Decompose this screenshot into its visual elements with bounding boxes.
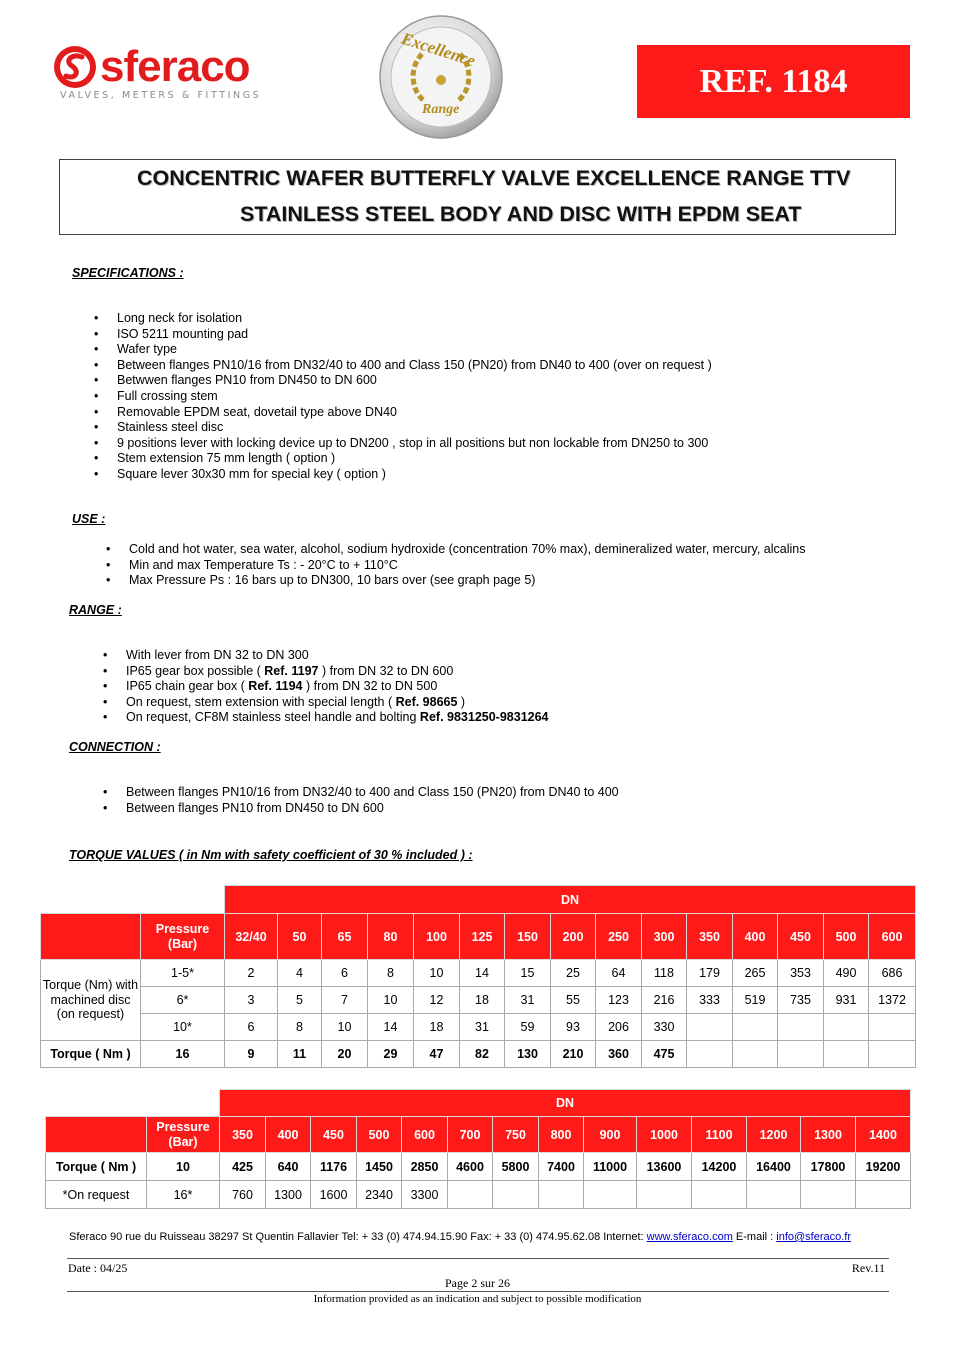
table-cell: 5 bbox=[278, 987, 322, 1014]
dn-column-header: 65 bbox=[322, 914, 368, 960]
table-cell: 425 bbox=[220, 1153, 266, 1181]
dn-column-header: 400 bbox=[733, 914, 778, 960]
website-link[interactable]: www.sferaco.com bbox=[646, 1231, 733, 1243]
table-cell: 4600 bbox=[448, 1153, 493, 1181]
use-list bbox=[129, 542, 806, 589]
table-cell: 64 bbox=[596, 960, 642, 987]
list-item: • Wafer type bbox=[117, 342, 712, 358]
table-cell bbox=[733, 1041, 778, 1068]
pressure-cell: 10* bbox=[141, 1014, 225, 1041]
table-cell bbox=[747, 1181, 801, 1209]
dn-column-header: 200 bbox=[551, 914, 596, 960]
table-cell bbox=[778, 1041, 824, 1068]
table-cell: 1176 bbox=[311, 1153, 357, 1181]
table-cell: 13600 bbox=[637, 1153, 692, 1181]
table-cell: 10 bbox=[322, 1014, 368, 1041]
footer-revision: Rev.11 bbox=[851, 1261, 885, 1275]
table-cell: 19200 bbox=[856, 1153, 911, 1181]
table-cell: 360 bbox=[596, 1041, 642, 1068]
dn-column-header: 80 bbox=[368, 914, 414, 960]
table-cell bbox=[856, 1181, 911, 1209]
reference-number: REF. 1184 bbox=[699, 62, 848, 100]
specifications-heading: SPECIFICATIONS : bbox=[72, 266, 184, 280]
page-number: Page 2 sur 26 bbox=[445, 1276, 510, 1290]
table-cell bbox=[869, 1014, 916, 1041]
dn-column-header: 500 bbox=[357, 1117, 402, 1153]
dn-column-header: 500 bbox=[824, 914, 869, 960]
footer-address bbox=[69, 1231, 851, 1243]
table-cell: 9 bbox=[225, 1041, 278, 1068]
torque-row bbox=[41, 1041, 916, 1068]
dn-column-header: 1000 bbox=[637, 1117, 692, 1153]
table-cell: 179 bbox=[687, 960, 733, 987]
table-cell bbox=[824, 1041, 869, 1068]
list-item: • Between flanges PN10/16 from DN32/40 to 400 and Class 150 (PN20) from DN40 to 400 (over on request ) bbox=[117, 358, 712, 374]
reference-box bbox=[637, 45, 910, 118]
table-cell: 14200 bbox=[692, 1153, 747, 1181]
table-cell bbox=[801, 1181, 856, 1209]
badge-bottom-text: Range bbox=[422, 102, 460, 117]
table-cell: 6 bbox=[225, 1014, 278, 1041]
table-cell: 59 bbox=[505, 1014, 551, 1041]
use-heading: USE : bbox=[72, 512, 106, 526]
range-list bbox=[126, 648, 549, 726]
table-cell: 8 bbox=[278, 1014, 322, 1041]
pressure-cell: 16 bbox=[141, 1041, 225, 1068]
table-cell: 14 bbox=[460, 960, 505, 987]
dn-column-header: 800 bbox=[539, 1117, 584, 1153]
dn-column-header: 750 bbox=[493, 1117, 539, 1153]
footer-date: Date : 04/25 bbox=[68, 1261, 128, 1275]
table-cell bbox=[733, 1014, 778, 1041]
email-link[interactable]: info@sferaco.fr bbox=[776, 1231, 852, 1243]
laurel-medal-icon bbox=[378, 14, 504, 140]
dn-column-header: 32/40 bbox=[225, 914, 278, 960]
table-row bbox=[46, 1181, 911, 1209]
table-cell: 93 bbox=[551, 1014, 596, 1041]
dn-column-header: 1200 bbox=[747, 1117, 801, 1153]
connection-list bbox=[126, 785, 619, 816]
table-cell: 123 bbox=[596, 987, 642, 1014]
range-heading: RANGE : bbox=[69, 603, 122, 617]
table-cell bbox=[687, 1041, 733, 1068]
table-cell: 4 bbox=[278, 960, 322, 987]
torque-table-1 bbox=[40, 885, 916, 1068]
table-cell bbox=[869, 1041, 916, 1068]
torque-table-2 bbox=[45, 1089, 911, 1209]
table-cell: 8 bbox=[368, 960, 414, 987]
pressure-header: Pressure (Bar) bbox=[147, 1117, 220, 1153]
table-cell: 2850 bbox=[402, 1153, 448, 1181]
dn-column-header: 450 bbox=[778, 914, 824, 960]
table-cell bbox=[637, 1181, 692, 1209]
list-item: • Between flanges PN10/16 from DN32/40 to 400 and Class 150 (PN20) from DN40 to 400 bbox=[126, 785, 619, 801]
table-cell: 47 bbox=[414, 1041, 460, 1068]
table-cell: 333 bbox=[687, 987, 733, 1014]
table-cell bbox=[692, 1181, 747, 1209]
connection-heading: CONNECTION : bbox=[69, 740, 161, 754]
table-cell: 330 bbox=[642, 1014, 687, 1041]
list-item: • Long neck for isolation bbox=[117, 311, 712, 327]
list-item: • IP65 gear box possible ( Ref. 1197 ) from DN 32 to DN 600 bbox=[126, 664, 549, 680]
table-cell: 931 bbox=[824, 987, 869, 1014]
list-item: • Max Pressure Ps : 16 bars up to DN300, 10 bars over (see graph page 5) bbox=[129, 573, 806, 589]
dn-column-header: 450 bbox=[311, 1117, 357, 1153]
brand-name: sferaco bbox=[100, 42, 250, 91]
table-cell: 735 bbox=[778, 987, 824, 1014]
sferaco-logo bbox=[52, 42, 267, 104]
table-cell: 17800 bbox=[801, 1153, 856, 1181]
table-cell bbox=[539, 1181, 584, 1209]
list-item: • Square lever 30x30 mm for special key ( option ) bbox=[117, 467, 712, 483]
footer-divider-bottom bbox=[67, 1291, 889, 1292]
table-cell: 18 bbox=[414, 1014, 460, 1041]
table-cell: 210 bbox=[551, 1041, 596, 1068]
dn-column-header: 50 bbox=[278, 914, 322, 960]
table-row bbox=[41, 987, 916, 1014]
table-cell: 2 bbox=[225, 960, 278, 987]
table-cell: 1450 bbox=[357, 1153, 402, 1181]
table-cell: 1600 bbox=[311, 1181, 357, 1209]
table-cell: 1300 bbox=[266, 1181, 311, 1209]
pressure-cell: 16* bbox=[147, 1181, 220, 1209]
dn-column-header: 100 bbox=[414, 914, 460, 960]
list-item: • Full crossing stem bbox=[117, 389, 712, 405]
email-label: E-mail : bbox=[732, 1231, 777, 1243]
table-cell: 216 bbox=[642, 987, 687, 1014]
title-line-2: STAINLESS STEEL BODY AND DISC WITH EPDM SEAT bbox=[240, 202, 802, 226]
list-item: • Between flanges PN10 from DN450 to DN 600 bbox=[126, 801, 619, 817]
table-cell: 31 bbox=[505, 987, 551, 1014]
list-item: • With lever from DN 32 to DN 300 bbox=[126, 648, 549, 664]
dn-column-header: 900 bbox=[584, 1117, 637, 1153]
table-cell: 11000 bbox=[584, 1153, 637, 1181]
table-cell: 11 bbox=[278, 1041, 322, 1068]
torque-heading: TORQUE VALUES ( in Nm with safety coefficient of 30 % included ) : bbox=[69, 848, 473, 862]
row-label: Torque ( Nm ) bbox=[46, 1153, 147, 1181]
table-cell: 18 bbox=[460, 987, 505, 1014]
table-cell: 14 bbox=[368, 1014, 414, 1041]
list-item: • IP65 chain gear box ( Ref. 1194 ) from DN 32 to DN 500 bbox=[126, 679, 549, 695]
table-row bbox=[46, 1153, 911, 1181]
list-item: • ISO 5211 mounting pad bbox=[117, 327, 712, 343]
table-cell bbox=[778, 1014, 824, 1041]
dn-column-header: 1100 bbox=[692, 1117, 747, 1153]
table-cell: 6 bbox=[322, 960, 368, 987]
table-cell: 640 bbox=[266, 1153, 311, 1181]
footer-divider-top bbox=[67, 1258, 889, 1259]
table-row bbox=[41, 960, 916, 987]
title-line-1: CONCENTRIC WAFER BUTTERFLY VALVE EXCELLENCE RANGE TTV bbox=[137, 166, 851, 190]
list-item: • 9 positions lever with locking device up to DN200 , stop in all positions but non lockable from DN250 to 300 bbox=[117, 436, 712, 452]
row-label: *On request bbox=[46, 1181, 147, 1209]
dn-column-header: 700 bbox=[448, 1117, 493, 1153]
table-cell bbox=[824, 1014, 869, 1041]
table-cell: 1372 bbox=[869, 987, 916, 1014]
sferaco-emblem-icon bbox=[52, 44, 98, 90]
table-cell: 130 bbox=[505, 1041, 551, 1068]
table-cell: 3300 bbox=[402, 1181, 448, 1209]
dn-header: DN bbox=[220, 1090, 911, 1117]
table-cell: 31 bbox=[460, 1014, 505, 1041]
row-label: Torque ( Nm ) bbox=[41, 1041, 141, 1068]
dn-column-header: 1400 bbox=[856, 1117, 911, 1153]
table-cell: 25 bbox=[551, 960, 596, 987]
brand-tagline: VALVES, METERS & FITTINGS bbox=[60, 90, 262, 101]
dn-column-header: 250 bbox=[596, 914, 642, 960]
table-cell: 12 bbox=[414, 987, 460, 1014]
list-item: • Cold and hot water, sea water, alcohol, sodium hydroxide (concentration 70% max), demineralized water, mercury, alcalins bbox=[129, 542, 806, 558]
list-item: • Betwwen flanges PN10 from DN450 to DN 600 bbox=[117, 373, 712, 389]
dn-column-header: 125 bbox=[460, 914, 505, 960]
table-cell: 10 bbox=[414, 960, 460, 987]
dn-column-header: 350 bbox=[220, 1117, 266, 1153]
table-cell: 7 bbox=[322, 987, 368, 1014]
dn-header: DN bbox=[225, 886, 916, 914]
table-cell: 353 bbox=[778, 960, 824, 987]
address-text: Sferaco 90 rue du Ruisseau 38297 St Quentin Fallavier Tel: + 33 (0) 474.94.15.90 Fax: + 33 (0) 474.95.62.08 Internet: bbox=[69, 1231, 647, 1243]
dn-column-header: 350 bbox=[687, 914, 733, 960]
specifications-list bbox=[117, 311, 712, 483]
list-item: • On request, stem extension with special length ( Ref. 98665 ) bbox=[126, 695, 549, 711]
table-cell: 265 bbox=[733, 960, 778, 987]
dn-column-header: 1300 bbox=[801, 1117, 856, 1153]
dn-column-header: 150 bbox=[505, 914, 551, 960]
table-cell: 7400 bbox=[539, 1153, 584, 1181]
table-cell: 16400 bbox=[747, 1153, 801, 1181]
table-cell: 686 bbox=[869, 960, 916, 987]
table-cell: 475 bbox=[642, 1041, 687, 1068]
list-item: • Stainless steel disc bbox=[117, 420, 712, 436]
table-cell bbox=[584, 1181, 637, 1209]
pressure-cell: 6* bbox=[141, 987, 225, 1014]
table-cell: 206 bbox=[596, 1014, 642, 1041]
table-cell: 118 bbox=[642, 960, 687, 987]
dn-column-header: 600 bbox=[869, 914, 916, 960]
table-cell bbox=[493, 1181, 539, 1209]
table-cell: 5800 bbox=[493, 1153, 539, 1181]
pressure-cell: 1-5* bbox=[141, 960, 225, 987]
list-item: • Removable EPDM seat, dovetail type above DN40 bbox=[117, 405, 712, 421]
table-cell: 10 bbox=[368, 987, 414, 1014]
table-cell bbox=[448, 1181, 493, 1209]
dn-column-header: 600 bbox=[402, 1117, 448, 1153]
dn-column-header: 300 bbox=[642, 914, 687, 960]
badge-top-text: Excellence bbox=[399, 28, 478, 71]
table-cell: 3 bbox=[225, 987, 278, 1014]
table-cell: 15 bbox=[505, 960, 551, 987]
table-cell: 760 bbox=[220, 1181, 266, 1209]
list-item: • On request, CF8M stainless steel handle and bolting Ref. 9831250-9831264 bbox=[126, 710, 549, 726]
dn-column-header: 400 bbox=[266, 1117, 311, 1153]
table-cell: 20 bbox=[322, 1041, 368, 1068]
table-row bbox=[41, 1014, 916, 1041]
row-group-label: Torque (Nm) with machined disc (on request) bbox=[41, 960, 141, 1041]
table-cell: 490 bbox=[824, 960, 869, 987]
excellence-range-badge bbox=[378, 14, 504, 140]
list-item: • Stem extension 75 mm length ( option ) bbox=[117, 451, 712, 467]
table-cell: 2340 bbox=[357, 1181, 402, 1209]
table-cell: 55 bbox=[551, 987, 596, 1014]
table-cell: 82 bbox=[460, 1041, 505, 1068]
pressure-header: Pressure (Bar) bbox=[141, 914, 225, 960]
table-cell bbox=[687, 1014, 733, 1041]
table-cell: 519 bbox=[733, 987, 778, 1014]
footer-note: Information provided as an indication and subject to possible modification bbox=[313, 1293, 642, 1305]
table-cell: 29 bbox=[368, 1041, 414, 1068]
pressure-cell: 10 bbox=[147, 1153, 220, 1181]
list-item: • Min and max Temperature Ts : - 20°C to + 110°C bbox=[129, 558, 806, 574]
